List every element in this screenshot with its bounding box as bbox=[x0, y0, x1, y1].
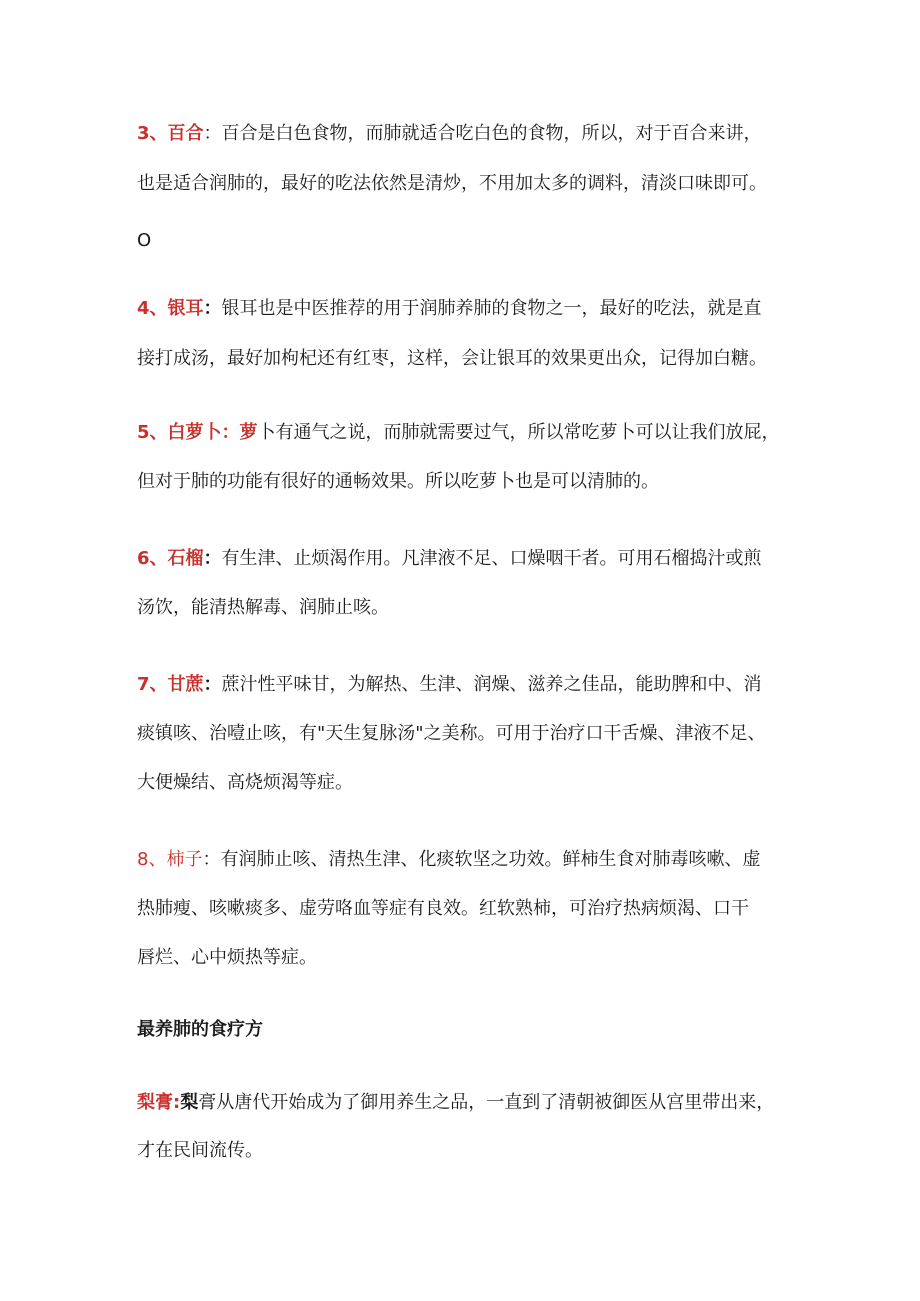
persimmon-line-1: 8、柿子：有润肺止咳、清热生津、化痰软坚之功效。鲜柿生食对肺毒咳嗽、虚 bbox=[137, 849, 761, 870]
lily-line-3: O bbox=[137, 230, 152, 251]
tremella-line-2: 接打成汤，最好加枸杞还有红枣，这样，会让银耳的效果更出众，记得加白糖。 bbox=[137, 348, 767, 369]
radish-line-2: 但对于肺的功能有很好的通畅效果。所以吃萝卜也是可以清肺的。 bbox=[137, 471, 659, 492]
pear-paste-label: 梨膏 bbox=[137, 1092, 173, 1113]
pear-paste-line-2: 才在民间流传。 bbox=[137, 1140, 263, 1161]
pomegranate-label: 6、石榴 bbox=[137, 548, 204, 569]
tremella-label: 4、银耳 bbox=[137, 298, 204, 319]
pear-paste-line-1: 梨膏:梨膏从唐代开始成为了御用养生之品，一直到了清朝被御医从宫里带出来， bbox=[137, 1092, 775, 1113]
pomegranate-line-2: 汤饮，能清热解毒、润肺止咳。 bbox=[137, 597, 389, 618]
sugarcane-line-2: 痰镇咳、治噎止咳，有"天生复脉汤"之美称。可用于治疗口干舌燥、津液不足、 bbox=[137, 723, 766, 744]
persimmon-label: 8、柿子 bbox=[137, 849, 203, 870]
radish-label: 5、白萝卜：萝 bbox=[137, 422, 258, 443]
persimmon-line-2: 热肺瘦、咳嗽痰多、虚劳咯血等症有良效。红软熟柿，可治疗热病烦渴、口干 bbox=[137, 898, 749, 919]
lily-line-1: 3、百合：百合是白色食物，而肺就适合吃白色的食物，所以，对于百合来讲， bbox=[137, 123, 762, 144]
tremella-line-1: 4、银耳：银耳也是中医推荐的用于润肺养肺的食物之一，最好的吃法，就是直 bbox=[137, 298, 762, 319]
lily-label: 3、百合 bbox=[137, 123, 204, 144]
pomegranate-line-1: 6、石榴：有生津、止烦渴作用。凡津液不足、口燥咽干者。可用石榴捣汁或煎 bbox=[137, 548, 762, 569]
persimmon-line-3: 唇烂、心中烦热等症。 bbox=[137, 947, 317, 968]
radish-line-1: 5、白萝卜：萝卜有通气之说，而肺就需要过气，所以常吃萝卜可以让我们放屁， bbox=[137, 422, 780, 443]
sugarcane-line-1: 7、甘蔗：蔗汁性平味甘，为解热、生津、润燥、滋养之佳品，能助脾和中、消 bbox=[137, 674, 762, 695]
section-heading: 最养肺的食疗方 bbox=[137, 1019, 263, 1040]
sugarcane-line-3: 大便燥结、高烧烦渴等症。 bbox=[137, 772, 353, 793]
sugarcane-label: 7、甘蔗 bbox=[137, 674, 204, 695]
lily-line-2: 也是适合润肺的，最好的吃法依然是清炒，不用加太多的调料，清淡口味即可。 bbox=[137, 173, 767, 194]
